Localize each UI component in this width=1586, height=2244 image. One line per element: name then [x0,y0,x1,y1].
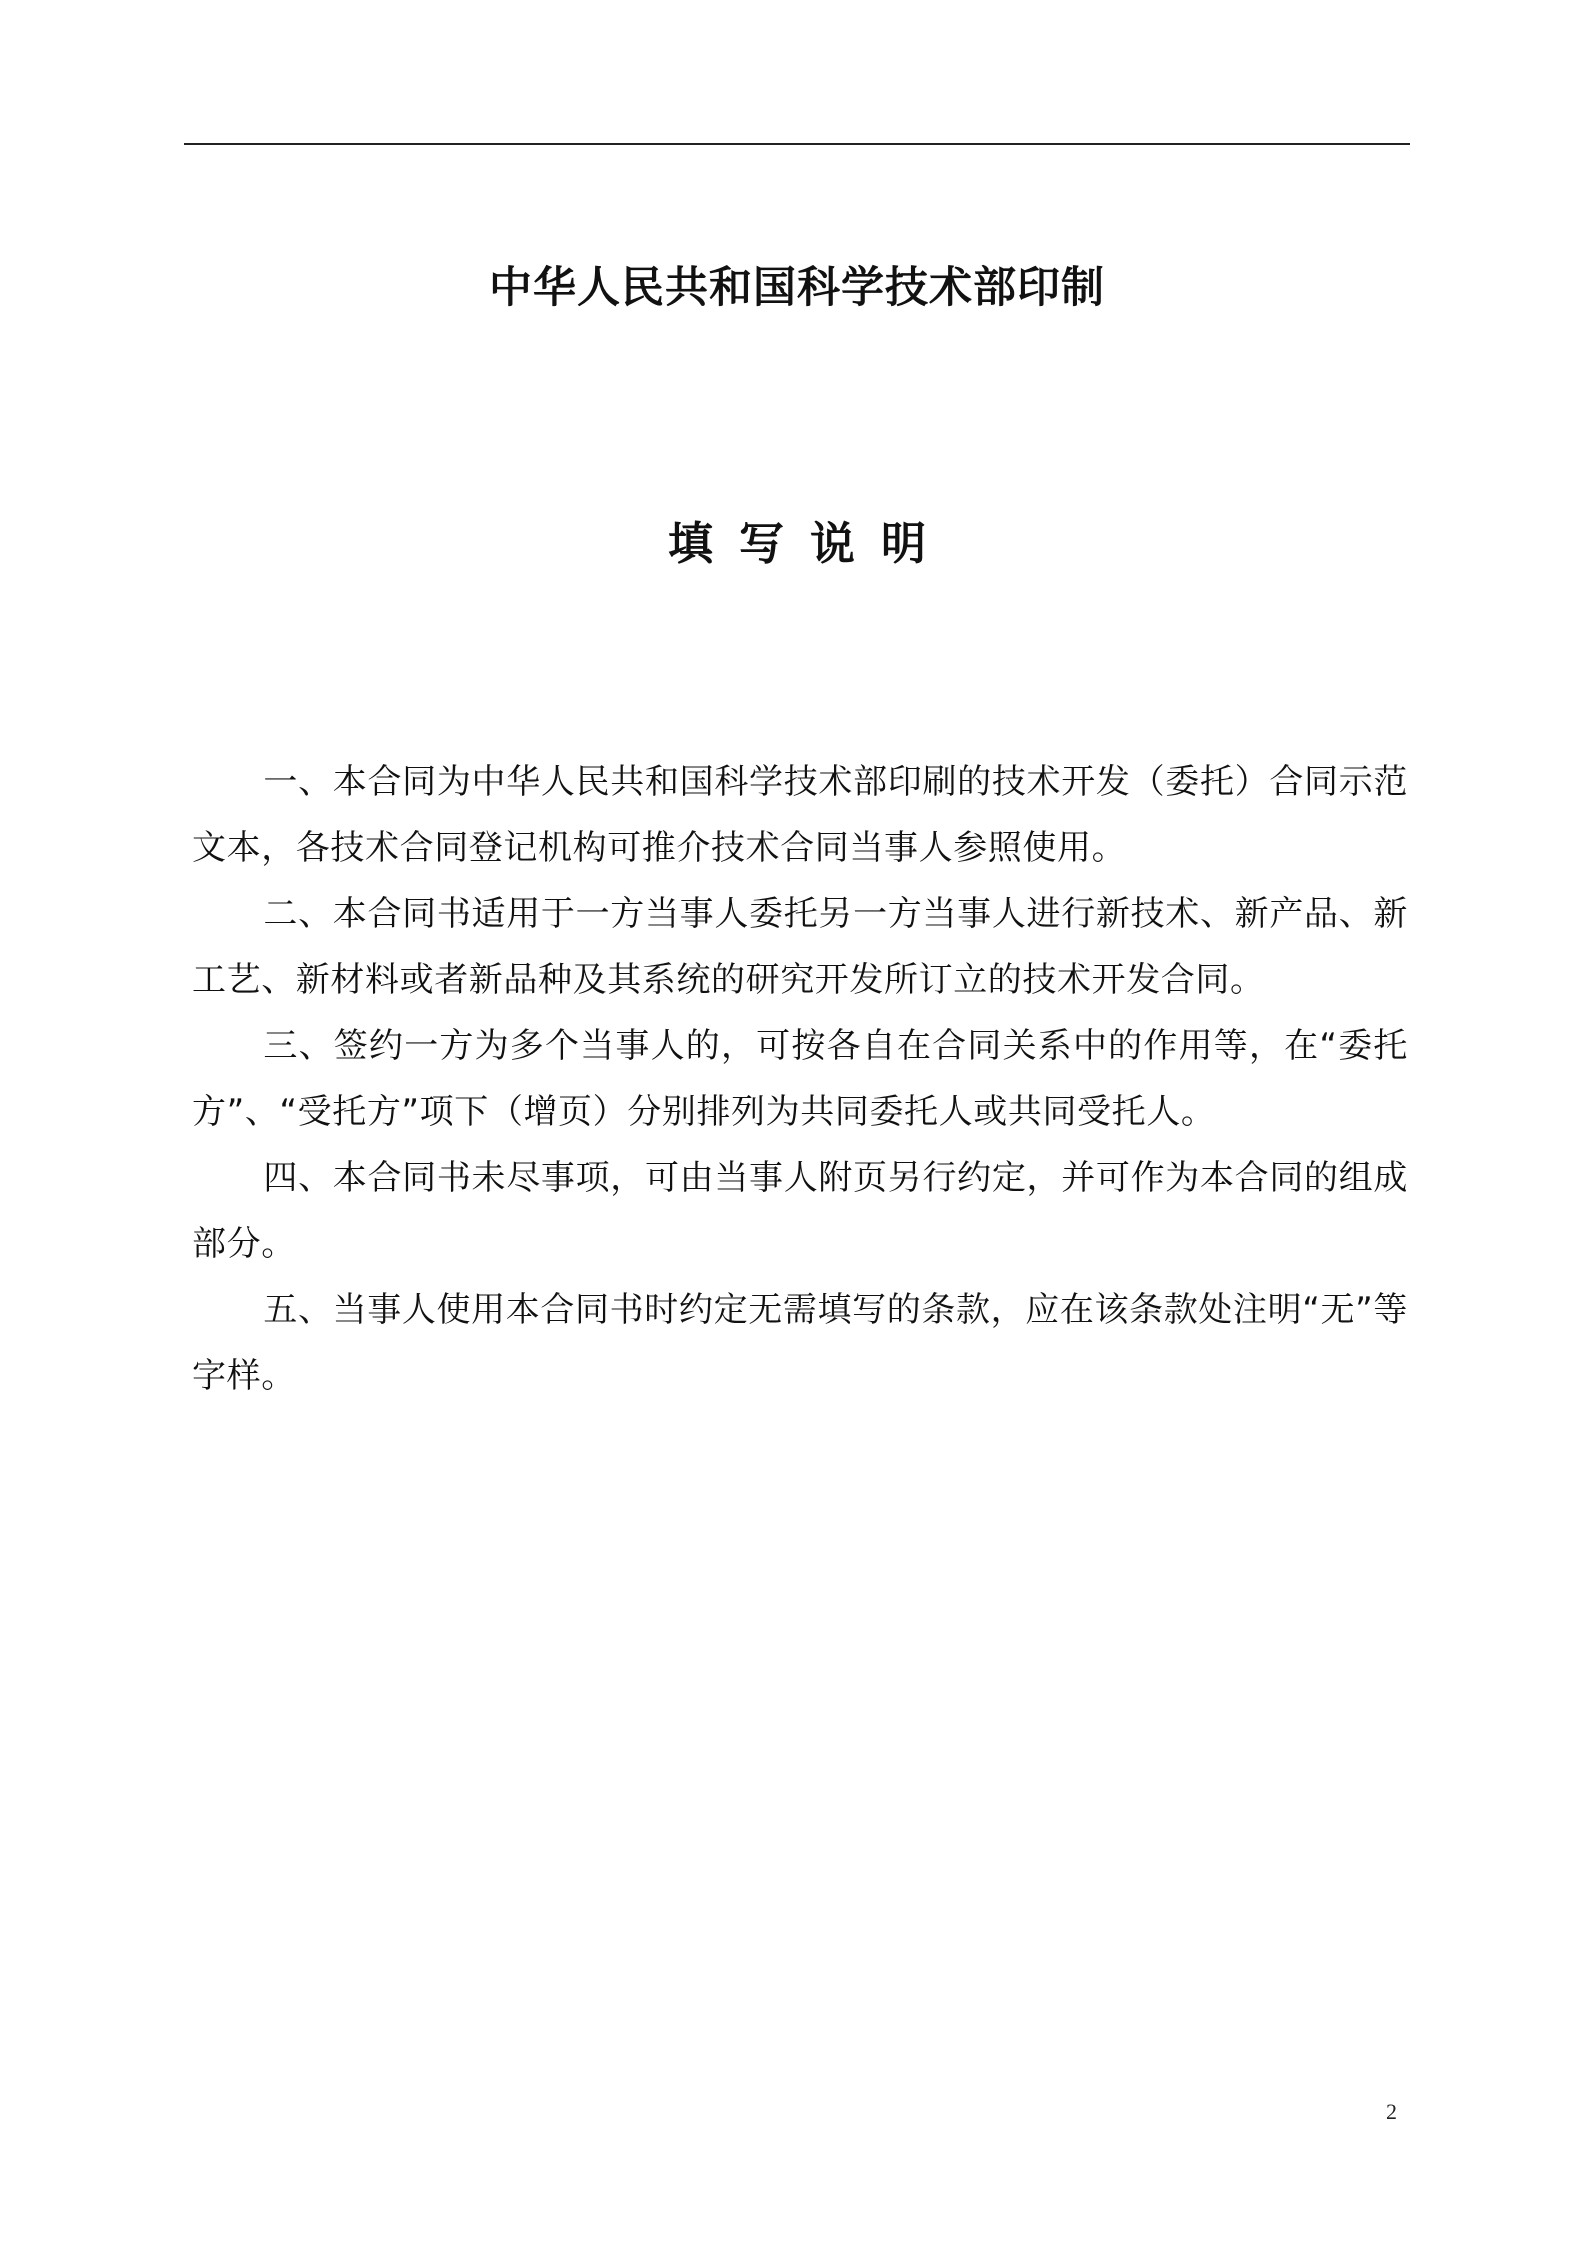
instruction-paragraph-4: 四、本合同书未尽事项，可由当事人附页另行约定，并可作为本合同的组成部分。 [192,1158,1408,1264]
section-heading: 填写说明 [667,517,952,570]
page-number: 2 [1386,2099,1397,2124]
issuer-line: 中华人民共和国科学技术部印制 [489,263,1105,313]
header-rule [184,143,1410,145]
instruction-paragraph-2: 二、本合同书适用于一方当事人委托另一方当事人进行新技术、新产品、新工艺、新材料或者新品种及其系统的研究开发所订立的技术开发合同。 [192,894,1408,1000]
instruction-paragraph-3: 三、签约一方为多个当事人的，可按各自在合同关系中的作用等，在“委托方”、“受托方”项下（增页）分别排列为共同委托人或共同受托人。 [192,1026,1408,1132]
instructions-body [192,749,1408,1409]
instruction-paragraph-5: 五、当事人使用本合同书时约定无需填写的条款，应在该条款处注明“无”等字样。 [192,1290,1408,1396]
instruction-paragraph-1: 一、本合同为中华人民共和国科学技术部印刷的技术开发（委托）合同示范文本，各技术合同登记机构可推介技术合同当事人参照使用。 [192,762,1408,868]
